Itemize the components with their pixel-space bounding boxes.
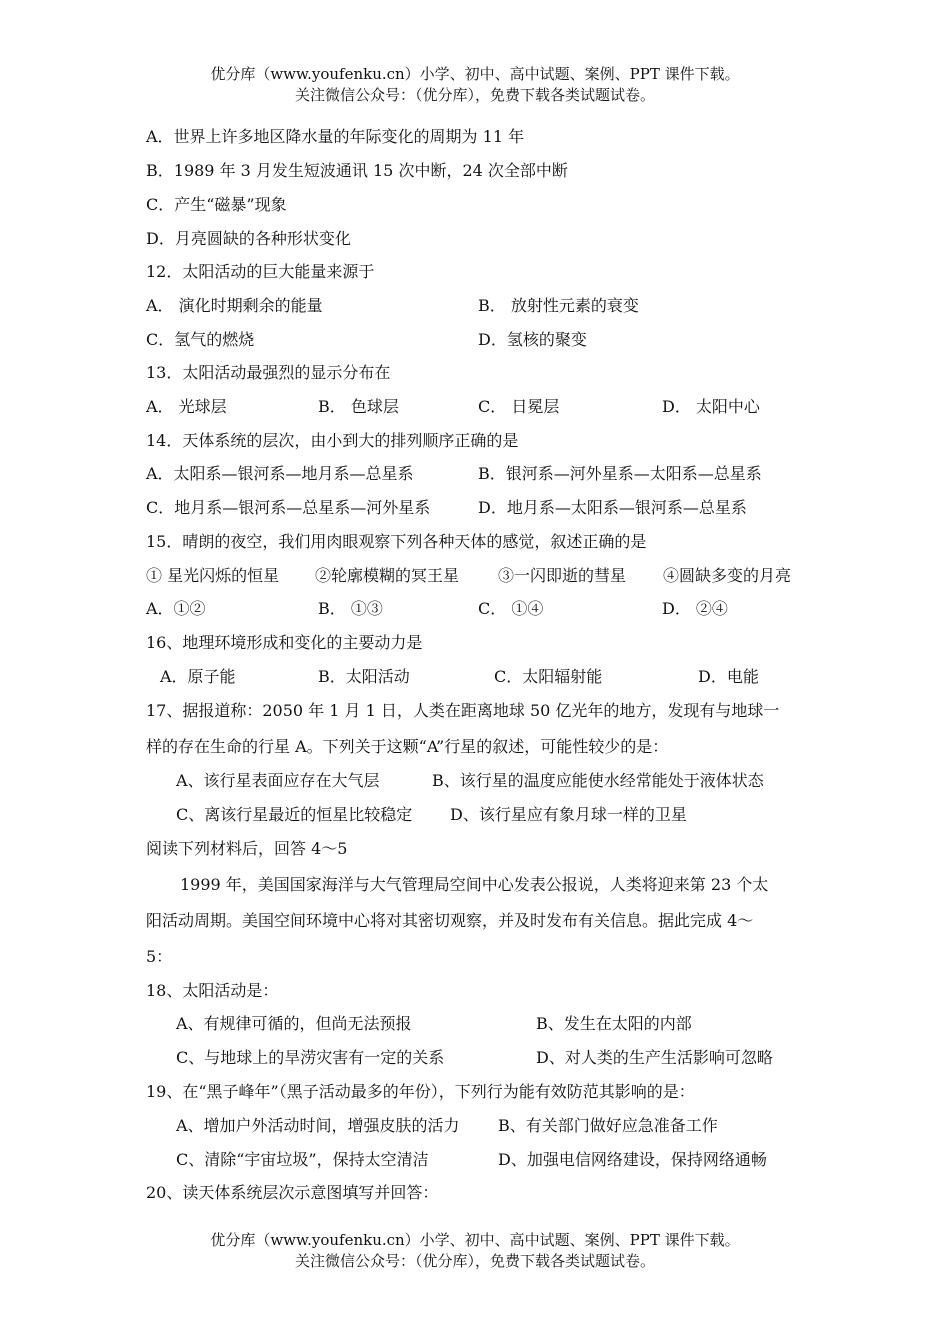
q12-option-c: C．氢气的燃烧 [146, 330, 255, 349]
q17-stem-line-1: 17、据报道称：2050 年 1 月 1 日，人类在距离地球 50 亿光年的地方，发现有与地球一 [146, 701, 780, 720]
q18-stem: 18、太阳活动是： [146, 981, 279, 1000]
q16-stem: 16、地理环境形成和变化的主要动力是 [146, 633, 423, 652]
q19-option-b: B、有关部门做好应急准备工作 [498, 1116, 718, 1135]
q13-option-d: D． 太阳中心 [662, 397, 760, 416]
q12-option-b: B． 放射性元素的衰变 [478, 296, 639, 315]
reading-paragraph-line-2: 阳活动周期。美国空间环境中心将对其密切观察，并及时发布有关信息。据此完成 4～ [146, 911, 754, 930]
q16-option-b: B．太阳活动 [318, 667, 410, 686]
q16-option-a: A．原子能 [160, 667, 236, 686]
q15-item-2: ②轮廓模糊的冥王星 [315, 566, 460, 585]
q17-option-b: B、该行星的温度应能使水经常能处于液体状态 [432, 771, 764, 790]
q13-option-a: A． 光球层 [146, 397, 227, 416]
reading-paragraph-line-3: 5： [146, 947, 173, 966]
q12-option-a: A． 演化时期剩余的能量 [146, 296, 323, 315]
q17-option-d: D、该行星应有象月球一样的卫星 [450, 805, 687, 824]
header-line-2: 关注微信公众号：（优分库），免费下载各类试题试卷。 [294, 86, 655, 104]
q15-option-c: C． ①④ [478, 599, 544, 618]
q11-option-a: A．世界上许多地区降水量的年际变化的周期为 11 年 [146, 127, 525, 146]
q17-stem-line-2: 样的存在生命的行星 A。下列关于这颗“A”行星的叙述，可能性较少的是： [146, 737, 669, 756]
q12-option-d: D．氢核的聚变 [478, 330, 587, 349]
q14-stem: 14．天体系统的层次，由小到大的排列顺序正确的是 [146, 431, 519, 450]
q14-option-d: D．地月系—太阳系—银河系—总星系 [478, 498, 747, 517]
q19-option-a: A、增加户外活动时间，增强皮肤的活力 [176, 1116, 460, 1135]
q18-option-d: D、对人类的生产生活影响可忽略 [536, 1048, 773, 1067]
q14-option-b: B．银河系—河外星系—太阳系—总星系 [478, 464, 762, 483]
reading-paragraph-line-1: 1999 年，美国国家海洋与大气管理局空间中心发表公报说，人类将迎来第 23 个太 [180, 875, 769, 894]
q11-option-c: C．产生“磁暴”现象 [146, 195, 287, 214]
q17-option-c: C、离该行星最近的恒星比较稳定 [176, 805, 413, 824]
q15-stem: 15．晴朗的夜空，我们用肉眼观察下列各种天体的感觉，叙述正确的是 [146, 532, 647, 551]
footer-line-1: 优分库（www.youfenku.cn）小学、初中、高中试题、案例、PPT 课件下载。 [210, 1231, 740, 1249]
q18-option-c: C、与地球上的旱涝灾害有一定的关系 [176, 1048, 445, 1067]
header-line-1: 优分库（www.youfenku.cn）小学、初中、高中试题、案例、PPT 课件下载。 [210, 65, 740, 83]
q19-option-c: C、清除“宇宙垃圾”，保持太空清洁 [176, 1150, 429, 1169]
q13-option-b: B． 色球层 [318, 397, 399, 416]
q11-option-b: B．1989 年 3 月发生短波通讯 15 次中断，24 次全部中断 [146, 161, 568, 180]
q15-item-1: ① 星光闪烁的恒星 [146, 566, 280, 585]
q18-option-b: B、发生在太阳的内部 [536, 1014, 692, 1033]
q14-option-a: A．太阳系—银河系—地月系—总星系 [146, 464, 414, 483]
footer-line-2: 关注微信公众号：（优分库），免费下载各类试题试卷。 [294, 1252, 655, 1270]
q20-stem: 20、读天体系统层次示意图填写并回答： [146, 1183, 439, 1202]
q19-stem: 19、在“黑子峰年”（黑子活动最多的年份），下列行为能有效防范其影响的是： [146, 1082, 695, 1101]
q13-option-c: C． 日冕层 [478, 397, 560, 416]
q14-option-c: C．地月系—银河系—总星系—河外星系 [146, 498, 431, 517]
q17-option-a: A、该行星表面应存在大气层 [176, 771, 380, 790]
reading-intro: 阅读下列材料后，回答 4～5 [146, 839, 348, 858]
q11-option-d: D．月亮圆缺的各种形状变化 [146, 229, 351, 248]
q12-stem: 12．太阳活动的巨大能量来源于 [146, 262, 375, 281]
q15-option-d: D． ②④ [662, 599, 728, 618]
q15-option-b: B． ①③ [318, 599, 383, 618]
q15-item-3: ③一闪即逝的彗星 [498, 566, 627, 585]
q15-option-a: A．①② [146, 599, 206, 618]
q19-option-d: D、加强电信网络建设，保持网络通畅 [498, 1150, 767, 1169]
q13-stem: 13．太阳活动最强烈的显示分布在 [146, 363, 391, 382]
q16-option-d: D．电能 [698, 667, 759, 686]
q16-option-c: C．太阳辐射能 [494, 667, 603, 686]
q15-item-4: ④圆缺多变的月亮 [663, 566, 792, 585]
q18-option-a: A、有规律可循的，但尚无法预报 [176, 1014, 412, 1033]
